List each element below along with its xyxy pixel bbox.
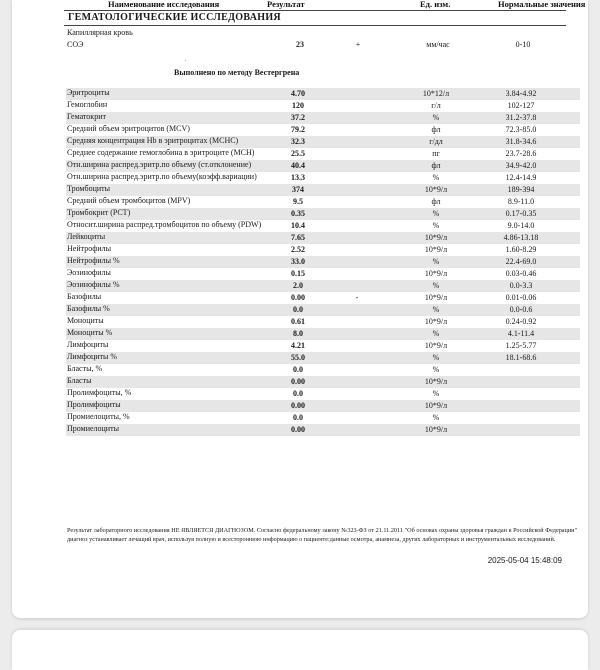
test-value: 2.0 [293, 281, 303, 290]
test-norm: 0.0-3.3 [509, 281, 533, 290]
test-value: 0.35 [291, 209, 305, 218]
test-name: Эозинофилы % [67, 280, 120, 289]
soe-flag: + [355, 40, 361, 49]
test-value: 374 [292, 185, 304, 194]
test-value: 0.00 [291, 401, 305, 410]
table-row [66, 136, 580, 148]
test-name: Бласты, % [67, 364, 103, 373]
test-unit: 10*9/л [424, 269, 448, 278]
table-row [66, 208, 580, 220]
test-name: Гематокрит [67, 112, 106, 121]
table-row [66, 256, 580, 268]
test-value: 79.2 [291, 125, 305, 134]
table-row [66, 376, 580, 388]
test-norm: 0.0-0.6 [509, 305, 533, 314]
test-unit: % [432, 353, 440, 362]
test-value: 0.0 [293, 305, 303, 314]
table-row [66, 124, 580, 136]
test-norm: 189-394 [507, 185, 535, 194]
test-name: Промиелоциты [67, 424, 119, 433]
test-value: 0.00 [291, 377, 305, 386]
test-unit: % [432, 365, 440, 374]
test-unit: 10*9/л [424, 317, 448, 326]
test-value: 32.3 [291, 137, 305, 146]
test-name: Относит.ширина распред.тромбоцитов по объему (PDW) [67, 220, 262, 229]
test-norm: 1.25-5.77 [505, 341, 537, 350]
test-name: Эозинофилы [67, 268, 111, 277]
test-unit: % [432, 329, 440, 338]
test-name: Лимфоциты [67, 340, 109, 349]
test-value: 0.0 [293, 413, 303, 422]
table-row [66, 364, 580, 376]
test-unit: г/л [431, 101, 441, 110]
test-unit: 10*9/л [424, 425, 448, 434]
table-row [66, 172, 580, 184]
test-name: Лимфоциты % [67, 352, 118, 361]
header-norm: Нормальные значения [498, 0, 586, 9]
table-row [66, 100, 580, 112]
table-row [66, 244, 580, 256]
table-row [66, 316, 580, 328]
table-row [66, 412, 580, 424]
table-row [66, 88, 580, 100]
test-value: 0.61 [291, 317, 305, 326]
table-row [66, 424, 580, 436]
soe-norm: 0-10 [515, 40, 531, 49]
table-row [66, 388, 580, 400]
table-row [66, 304, 580, 316]
test-name: Лейкоциты [67, 232, 106, 241]
test-unit: % [432, 257, 440, 266]
section-title: ГЕМАТОЛОГИЧЕСКИЕ ИССЛЕДОВАНИЯ [68, 12, 281, 23]
test-name: Пролимфоциты [67, 400, 121, 409]
test-value: 4.70 [291, 89, 305, 98]
test-norm: 9.0-14.0 [507, 221, 535, 230]
test-name: Моноциты [67, 316, 104, 325]
test-name: Нейтрофилы [67, 244, 112, 253]
test-name: Нейтрофилы % [67, 256, 120, 265]
report-page [12, 0, 588, 618]
table-row [66, 184, 580, 196]
test-name: Отн.ширина распред.эритр.по объему (ст.отклонение) [67, 160, 252, 169]
test-name: Средний объем эритроцитов (MCV) [67, 124, 190, 133]
test-unit: 10*9/л [424, 185, 448, 194]
soe-unit: мм/час [426, 40, 450, 49]
disclaimer: Результат лабораторного исследования НЕ ЯВЛЯЕТСЯ ДИАГНОЗОМ. Согласно федеральному закону №323-ФЗ от 21.11.2011 "Об основах охраны здоровья граждан в Российской Федерации" диагноз устанавливает лечащий врач, используя полную и всестороннюю информацию о пациенте:данные осмотра, анамнеза, других лабораторных и инструментальных исследований. [67, 527, 577, 543]
test-value: 120 [292, 101, 304, 110]
test-unit: % [432, 389, 440, 398]
test-norm: 4.1-11.4 [507, 329, 535, 338]
test-value: 40.4 [291, 161, 305, 170]
test-value: 7.65 [291, 233, 305, 242]
next-page [12, 630, 588, 670]
test-unit: фл [431, 197, 441, 206]
test-norm: 72.3-85.0 [505, 125, 537, 134]
test-name: Отн.ширина распред.эритр.по объему(коэфф.вариации) [67, 172, 257, 181]
test-name: Моноциты % [67, 328, 113, 337]
test-unit: % [432, 281, 440, 290]
test-name: Пролимфоциты, % [67, 388, 132, 397]
test-name: Среднее содержание гемоглобина в эритроците (MCH) [67, 148, 255, 157]
test-norm: 4.86-13.18 [503, 233, 539, 242]
test-unit: 10*9/л [424, 293, 448, 302]
test-value: 55.0 [291, 353, 305, 362]
test-unit: фл [431, 161, 441, 170]
table-row [66, 352, 580, 364]
test-norm: 23.7-28.6 [505, 149, 537, 158]
test-name: Базофилы [67, 292, 102, 301]
test-value: 0.0 [293, 389, 303, 398]
test-name: Базофилы % [67, 304, 110, 313]
table-row [66, 148, 580, 160]
stray-mark: . [185, 57, 187, 63]
test-value: 13.3 [291, 173, 305, 182]
test-unit: 10*9/л [424, 245, 448, 254]
test-unit: % [432, 221, 440, 230]
test-unit: 10*12/л [422, 89, 450, 98]
test-unit: 10*9/л [424, 341, 448, 350]
test-norm: 31.2-37.8 [505, 113, 537, 122]
table-row [66, 268, 580, 280]
test-value: 0.00 [291, 293, 305, 302]
test-norm: 22.4-69.0 [505, 257, 537, 266]
test-norm: 18.1-68.6 [505, 353, 537, 362]
test-value: 0.00 [291, 425, 305, 434]
header-name: Наименование исследования [108, 0, 220, 9]
table-row [66, 292, 580, 304]
test-norm: 31.8-34.6 [505, 137, 537, 146]
header-rule [64, 10, 566, 11]
test-unit: 10*9/л [424, 377, 448, 386]
test-norm: 102-127 [507, 101, 535, 110]
test-norm: 12.4-14.9 [505, 173, 537, 182]
soe-name: СОЭ [67, 40, 84, 49]
section-rule [64, 25, 566, 26]
test-norm: 0.17-0.35 [505, 209, 537, 218]
test-name: Промиелоциты, % [67, 412, 130, 421]
test-unit: % [432, 305, 440, 314]
test-value: 10.4 [291, 221, 305, 230]
test-unit: % [432, 209, 440, 218]
test-name: Гемоглобин [67, 100, 108, 109]
test-name: Тромбокрит (PCT) [67, 208, 131, 217]
test-unit: фл [431, 125, 441, 134]
test-value: 2.52 [291, 245, 305, 254]
test-value: 33.0 [291, 257, 305, 266]
test-norm: 1.60-8.29 [505, 245, 537, 254]
sample-type: Капиллярная кровь [67, 28, 133, 37]
test-value: 8.0 [293, 329, 303, 338]
test-value: 9.5 [293, 197, 303, 206]
method-note: Выполнено по методу Вестергрена [174, 68, 300, 77]
table-row [66, 220, 580, 232]
test-value: 25.5 [291, 149, 305, 158]
results-table [66, 88, 580, 436]
table-row [66, 196, 580, 208]
test-norm: 34.9-42.0 [505, 161, 537, 170]
test-name: Средний объем тромбоцитов (MPV) [67, 196, 191, 205]
table-row [66, 340, 580, 352]
table-row [66, 232, 580, 244]
test-name: Бласты [67, 376, 92, 385]
test-unit: г/дл [429, 137, 443, 146]
table-row [66, 160, 580, 172]
header-result: Результат [267, 0, 305, 9]
table-row [66, 280, 580, 292]
test-unit: % [432, 173, 440, 182]
test-flag: - [355, 293, 359, 302]
table-row [66, 400, 580, 412]
table-row [66, 328, 580, 340]
test-norm: 0.01-0.06 [505, 293, 537, 302]
test-norm: 0.03-0.46 [505, 269, 537, 278]
test-name: Тромбоциты [67, 184, 110, 193]
test-unit: % [432, 413, 440, 422]
test-norm: 0.24-0.92 [505, 317, 537, 326]
test-unit: пг [432, 149, 440, 158]
test-name: Эритроциты [67, 88, 110, 97]
test-unit: 10*9/л [424, 401, 448, 410]
report-timestamp: 2025-05-04 15:48:09 [487, 556, 562, 565]
test-norm: 3.84-4.92 [505, 89, 537, 98]
test-name: Средняя концентрация Hb в эритроцитах (MCHC) [67, 136, 239, 145]
soe-value: 23 [296, 40, 304, 49]
test-value: 0.0 [293, 365, 303, 374]
table-row [66, 112, 580, 124]
test-value: 37.2 [291, 113, 305, 122]
test-norm: 8.9-11.0 [507, 197, 535, 206]
table-header [60, 0, 588, 10]
test-value: 4.21 [291, 341, 305, 350]
test-unit: % [432, 113, 440, 122]
test-value: 0.15 [291, 269, 305, 278]
test-unit: 10*9/л [424, 233, 448, 242]
header-unit: Ед. изм. [420, 0, 451, 9]
